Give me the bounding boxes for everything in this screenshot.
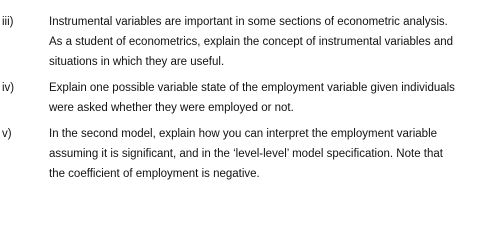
question-text-line: In the second model, explain how you can interpret the employment variable <box>49 128 438 140</box>
question-text-line: were asked whether they were employed or not. <box>49 102 294 114</box>
question-number: v) <box>2 128 12 140</box>
question-number: iii) <box>2 16 14 28</box>
question-text-line: Explain one possible variable state of the employment variable given individuals <box>49 82 455 94</box>
question-text-line: As a student of econometrics, explain the concept of instrumental variables and <box>49 36 454 48</box>
question-number: iv) <box>2 82 15 94</box>
question-text-line: assuming it is significant, and in the ‘level-level’ model specification. Note that <box>49 148 443 160</box>
question-text-line: Instrumental variables are important in some sections of econometric analysis. <box>49 16 448 28</box>
question-text-line: situations in which they are useful. <box>49 56 225 68</box>
question-text-line: the coefficient of employment is negative. <box>49 168 260 180</box>
